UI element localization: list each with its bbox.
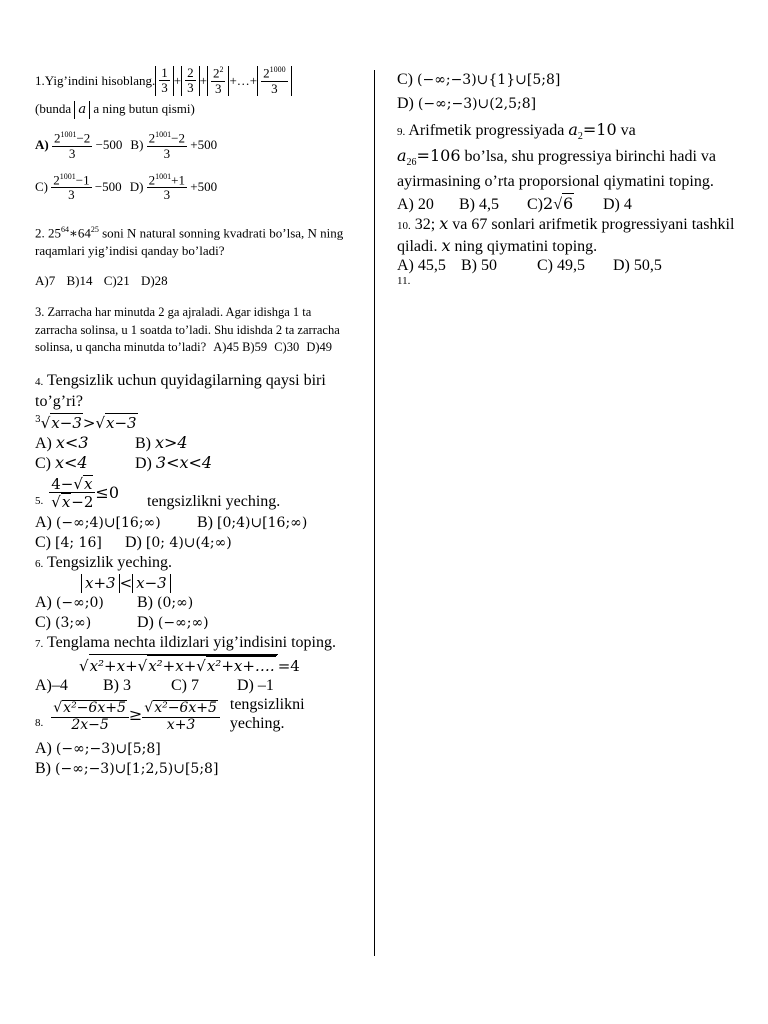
q1-text: 1.Yig’indini hisoblang. [35,72,156,88]
option-b[interactable]: B) $\frac{2^{1001}-2}{3}$ +500 [130,129,218,161]
option-d[interactable]: D) (−∞;∞) [137,614,209,632]
q1-note: (bunda a a ning butun qismi) [35,100,195,117]
q8-lhs: $\frac{\text{√x²−6x+5}}{2x-5}$ [51,700,129,733]
ellipsis: … [236,72,250,88]
q5-options-cd [35,533,355,553]
option-d[interactable]: D) [0; 4)∪(4;∞) [125,533,232,551]
option-b[interactable]: B) [0;4)∪[16;∞) [197,513,308,531]
q8-option-c[interactable]: C) (−∞;−3)∪{1}∪[5;8] [397,71,561,88]
plus-sign: + [229,72,237,88]
q1-term-3: $\frac{2^2}{3}$ [207,66,230,96]
q6-options-cd [35,613,355,633]
option-a[interactable]: A) $\frac{2^{1001}-2}{3}$ −500 [35,129,123,161]
q1-options-cd [35,173,355,203]
option-d[interactable]: D) 3<x<4 [135,452,213,472]
q5-fraction: $\frac{4-√x}{√x-2}$ [51,474,94,512]
question-7: 7. Tenglama nechta ildizlari yig’indisini toping. [35,634,336,652]
q7-expression: √x²+x+√x²+x+√x²+x+…. =4 [35,654,355,676]
q9-options [397,193,737,214]
q5-options-ab [35,513,355,533]
option-c[interactable]: C) 7 [171,677,199,695]
plus-sign: + [173,72,182,88]
q6-expression: x+3 < x−3 [35,574,355,594]
plus-sign: + [199,72,207,88]
option-a[interactable]: A) (−∞;0) [35,594,104,612]
question-9: 9. Arifmetik progressiyada $a_2=10$ va $a_{26}=106$ bo’lsa, shu progressiya birinchi hadi va ayirmasining o’rta proporsional qiymatini toping. [397,120,716,191]
option-b[interactable]: B)59 [242,340,268,355]
option-c[interactable]: C)21 [103,273,130,289]
question-11: 11. [397,275,411,288]
question-10: 10. 32; x va 67 sonlari arifmetik progressiyani tashkil qiladi. x ning qiymatini toping. [397,214,735,256]
q7-options [35,676,355,695]
option-c[interactable]: C) [4; 16] [35,533,102,551]
right-column [397,70,737,287]
option-d[interactable]: D)28 [140,273,168,289]
question-4: 4. Tengsizlik uchun quyidagilarning qaysi biri to’g’ri? [35,371,326,410]
question-5: 5. $\frac{4-√x}{√x-2}$ ≤0 tengsizlikni yeching. [35,474,281,512]
option-b[interactable]: B) 3 [103,677,131,695]
option-c[interactable]: C)30 [274,340,300,355]
option-d[interactable]: D) 4 [603,196,632,214]
q1-term-1: $\frac{1}{3}$ [155,66,174,96]
question-3: 3. Zarracha har minutda 2 ga ajraladi. Agar idishga 1 ta zarracha solinsa, u 1 soatda to’ladi. Shu idishda 2 ta zarracha solinsa, u qancha minutda to’ladi? A)45 B)59 C)30 D)49 [35,305,340,355]
q4-expression: $^3$√x−3>√x−3 [35,413,137,432]
option-c[interactable]: C) (3;∞) [35,614,92,632]
option-b[interactable]: B)14 [66,273,93,289]
option-b[interactable]: B) (0;∞) [137,594,194,612]
option-a[interactable]: A) x<3 [35,432,89,452]
q1-term-2: $\frac{2}{3}$ [181,66,200,96]
q4-options-ab [35,433,355,453]
option-b[interactable]: B) 50 [461,257,497,275]
question-2: 2. $25^{64}∗64^{25}$ soni N natural sonning kvadrati bo’lsa, N ning raqamlari yig’indisi qanday bo’ladi? [35,224,344,259]
option-a[interactable]: A)–4 [35,677,68,695]
option-a[interactable]: A) (−∞;4)∪[16;∞) [35,513,161,531]
option-a[interactable]: A) 45,5 [397,257,446,275]
option-d[interactable]: D) –1 [237,677,274,695]
option-c[interactable]: C) 49,5 [537,257,585,275]
option-c[interactable]: C) $\frac{2^{1001}-1}{3}$ −500 [35,171,122,203]
q8-option-a[interactable]: A) (−∞;−3)∪[5;8] [35,740,161,758]
q8-option-b[interactable]: B) (−∞;−3)∪[1;2,5)∪[5;8] [35,760,219,778]
option-b[interactable]: B) 4,5 [459,196,499,214]
option-d[interactable]: D) $\frac{2^{1001}+1}{3}$ +500 [129,171,218,203]
question-1 [35,66,355,96]
question-6: 6. Tengsizlik yeching. [35,553,173,571]
option-d[interactable]: D)49 [306,340,333,355]
q8-rhs: $\frac{\text{√x²−6x+5}}{x+3}$ [142,700,220,733]
q2-options [35,272,355,290]
option-c[interactable]: C)2√6 [527,194,574,214]
q6-options-ab [35,593,355,613]
plus-sign: + [249,72,258,88]
column-divider [374,70,375,956]
q1-options-ab [35,131,355,161]
q4-options-cd [35,453,355,473]
option-a[interactable]: A)7 [35,273,56,289]
option-a[interactable]: A) 20 [397,196,434,214]
q8-option-d[interactable]: D) (−∞;−3)∪(2,5;8] [397,95,537,112]
option-b[interactable]: B) x>4 [135,432,188,452]
q10-options [397,256,737,275]
q1-term-last: $\frac{2^{1000}}{3}$ [257,66,292,96]
option-d[interactable]: D) 50,5 [613,257,662,275]
option-a[interactable]: A)45 [213,340,239,355]
option-c[interactable]: C) x<4 [35,452,88,472]
left-column [35,66,355,779]
question-8: 8. $\frac{\text{√x²−6x+5}}{2x-5}$ ≥ $\frac{\text{√x²−6x+5}}{x+3}$ tengsizlikni yeching. [35,696,305,733]
